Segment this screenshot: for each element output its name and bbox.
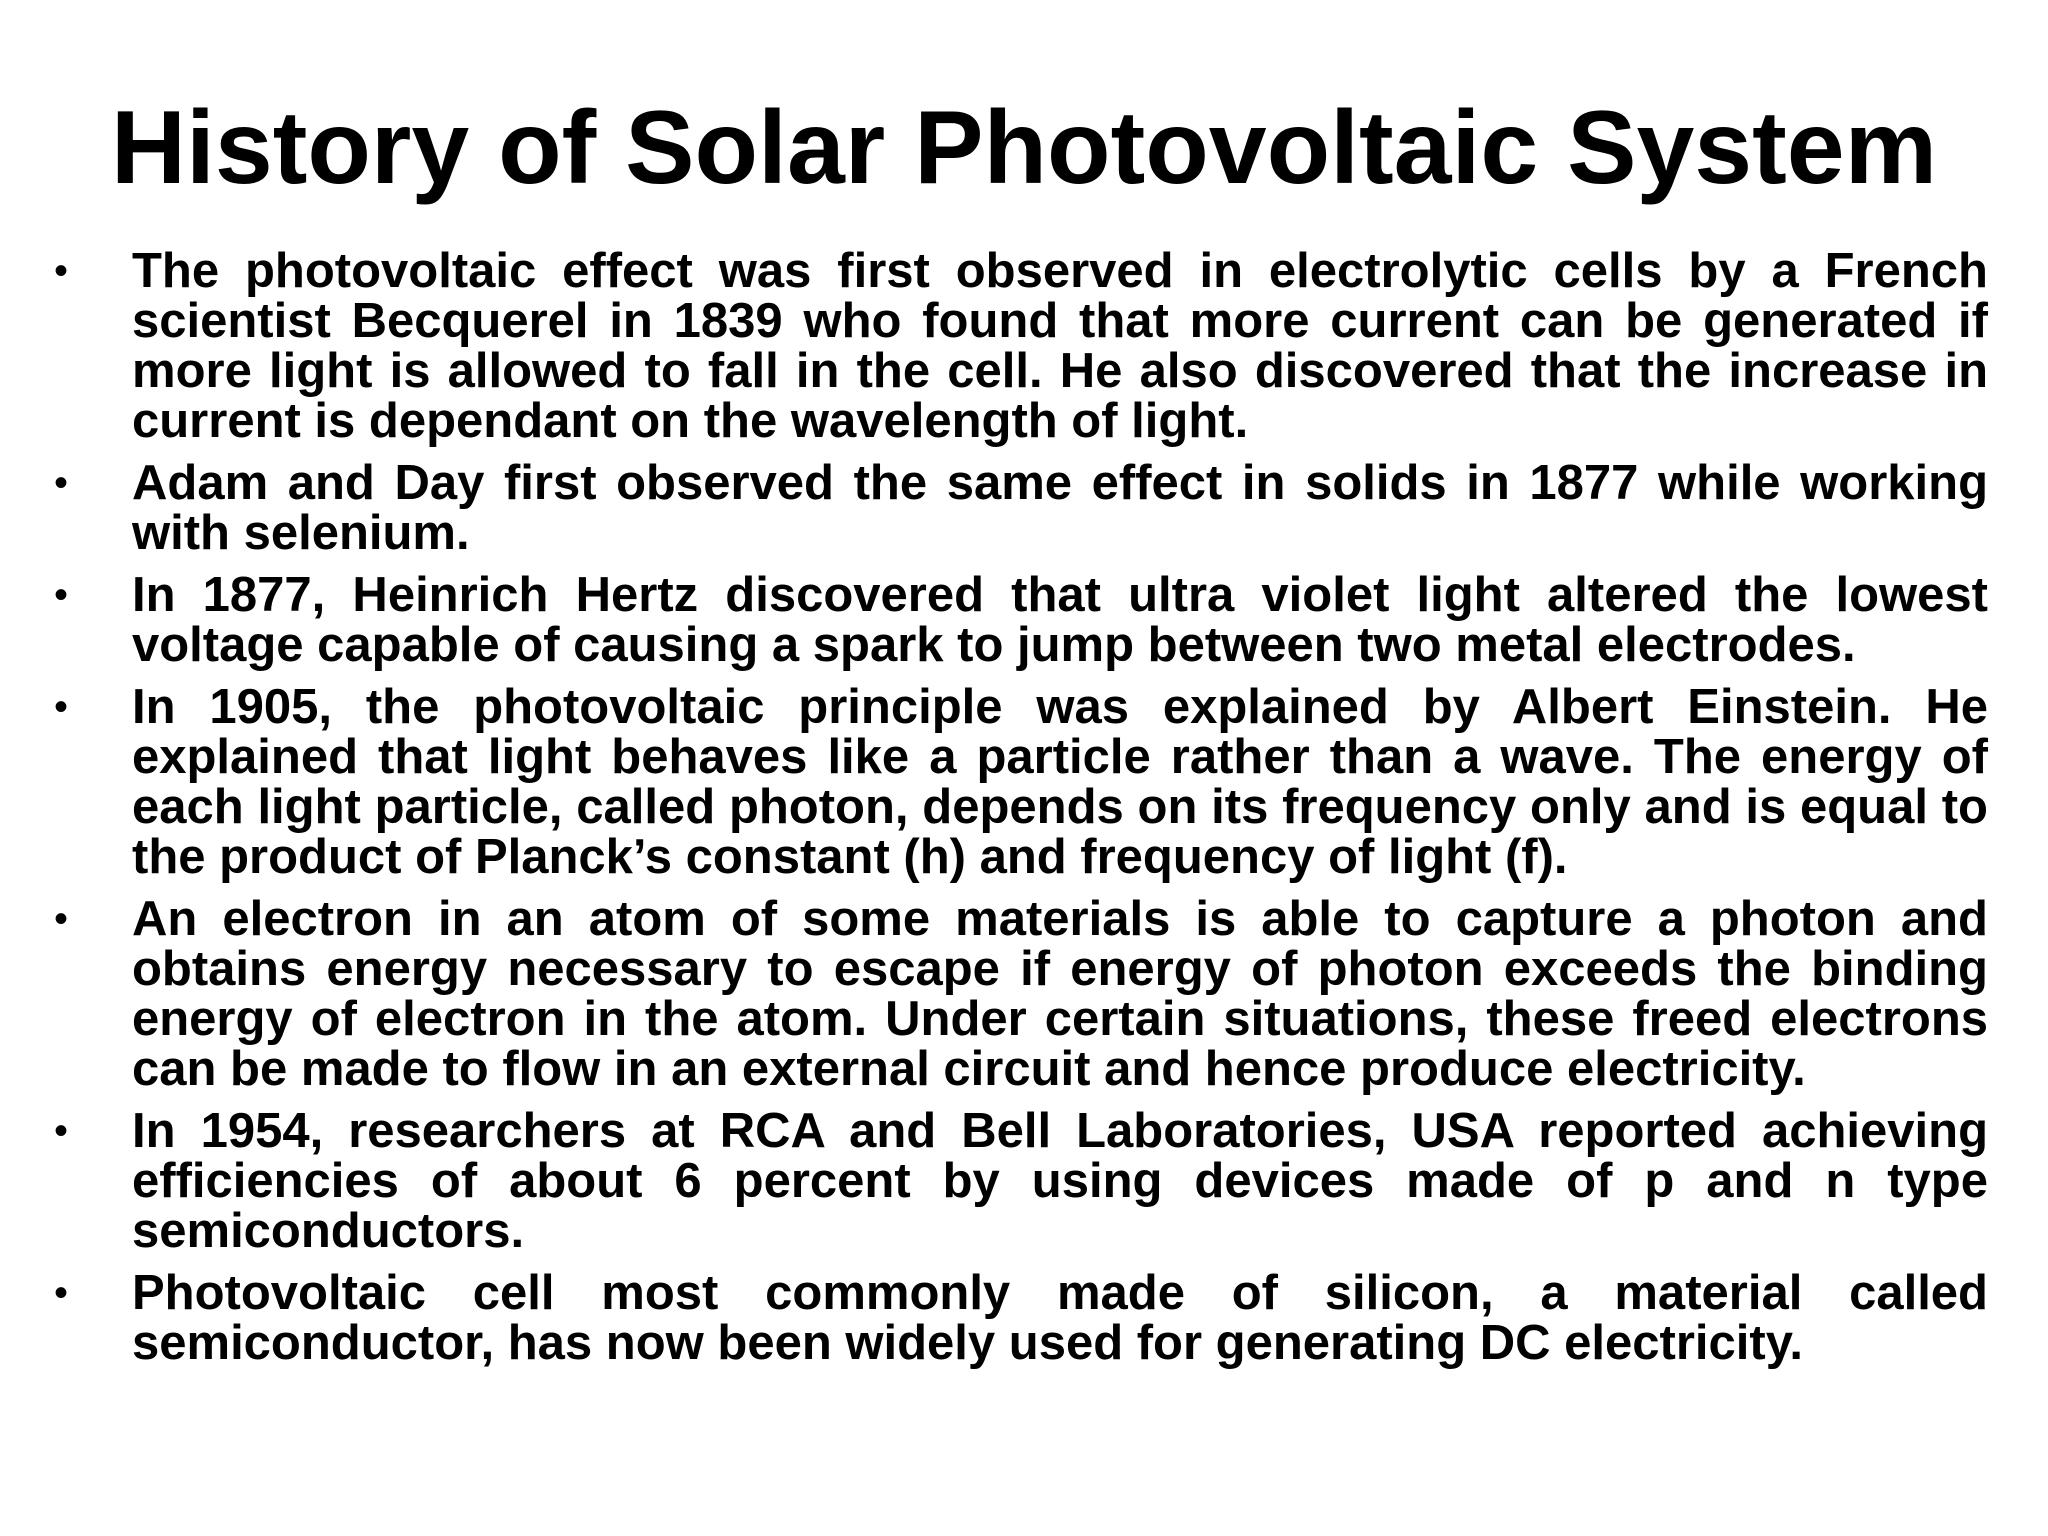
bullet-text: An electron in an atom of some materials is able to capture a photon and obtains energy necessary to escape if energy of photon exceeds the binding energy of electron in the atom. Under certain situations, these freed electrons can be made to flow in an external circuit and hence produce electricity. — [132, 892, 1988, 1096]
bullet-dot-icon: • — [54, 685, 69, 729]
slide-title: History of Solar Photovoltaic System — [110, 90, 1938, 206]
bullet-text: Adam and Day first observed the same effect in solids in 1877 while working with selenium. — [132, 456, 1988, 560]
bullet-list — [54, 244, 1988, 1380]
bullet-item — [54, 1266, 1988, 1370]
bullet-text: The photovoltaic effect was first observed in electrolytic cells by a French scientist Becquerel in 1839 who found that more current can be generated if more light is allowed to fall in the cell. He also discovered that the increase in current is dependant on the wavelength of light. — [132, 244, 1988, 448]
bullet-dot-icon: • — [54, 897, 69, 941]
bullet-item — [54, 568, 1988, 672]
bullet-item — [54, 244, 1988, 448]
bullet-dot-icon: • — [54, 1271, 69, 1315]
bullet-item — [54, 680, 1988, 884]
bullet-item — [54, 1104, 1988, 1258]
bullet-dot-icon: • — [54, 1109, 69, 1153]
bullet-dot-icon: • — [54, 461, 69, 505]
bullet-text: In 1877, Heinrich Hertz discovered that ultra violet light altered the lowest voltage capable of causing a spark to jump between two metal electrodes. — [132, 568, 1988, 672]
bullet-text: In 1905, the photovoltaic principle was explained by Albert Einstein. He explained that light behaves like a particle rather than a wave. The energy of each light particle, called photon, depends on its frequency only and is equal to the product of Planck’s constant (h) and frequency of light (f). — [132, 680, 1988, 884]
bullet-item — [54, 456, 1988, 560]
bullet-text: Photovoltaic cell most commonly made of silicon, a material called semiconductor, has now been widely used for generating DC electricity. — [132, 1266, 1988, 1370]
bullet-dot-icon: • — [54, 249, 69, 293]
bullet-item — [54, 892, 1988, 1096]
bullet-dot-icon: • — [54, 573, 69, 617]
bullet-text: In 1954, researchers at RCA and Bell Laboratories, USA reported achieving efficiencies of about 6 percent by using devices made of p and n type semiconductors. — [132, 1104, 1988, 1258]
